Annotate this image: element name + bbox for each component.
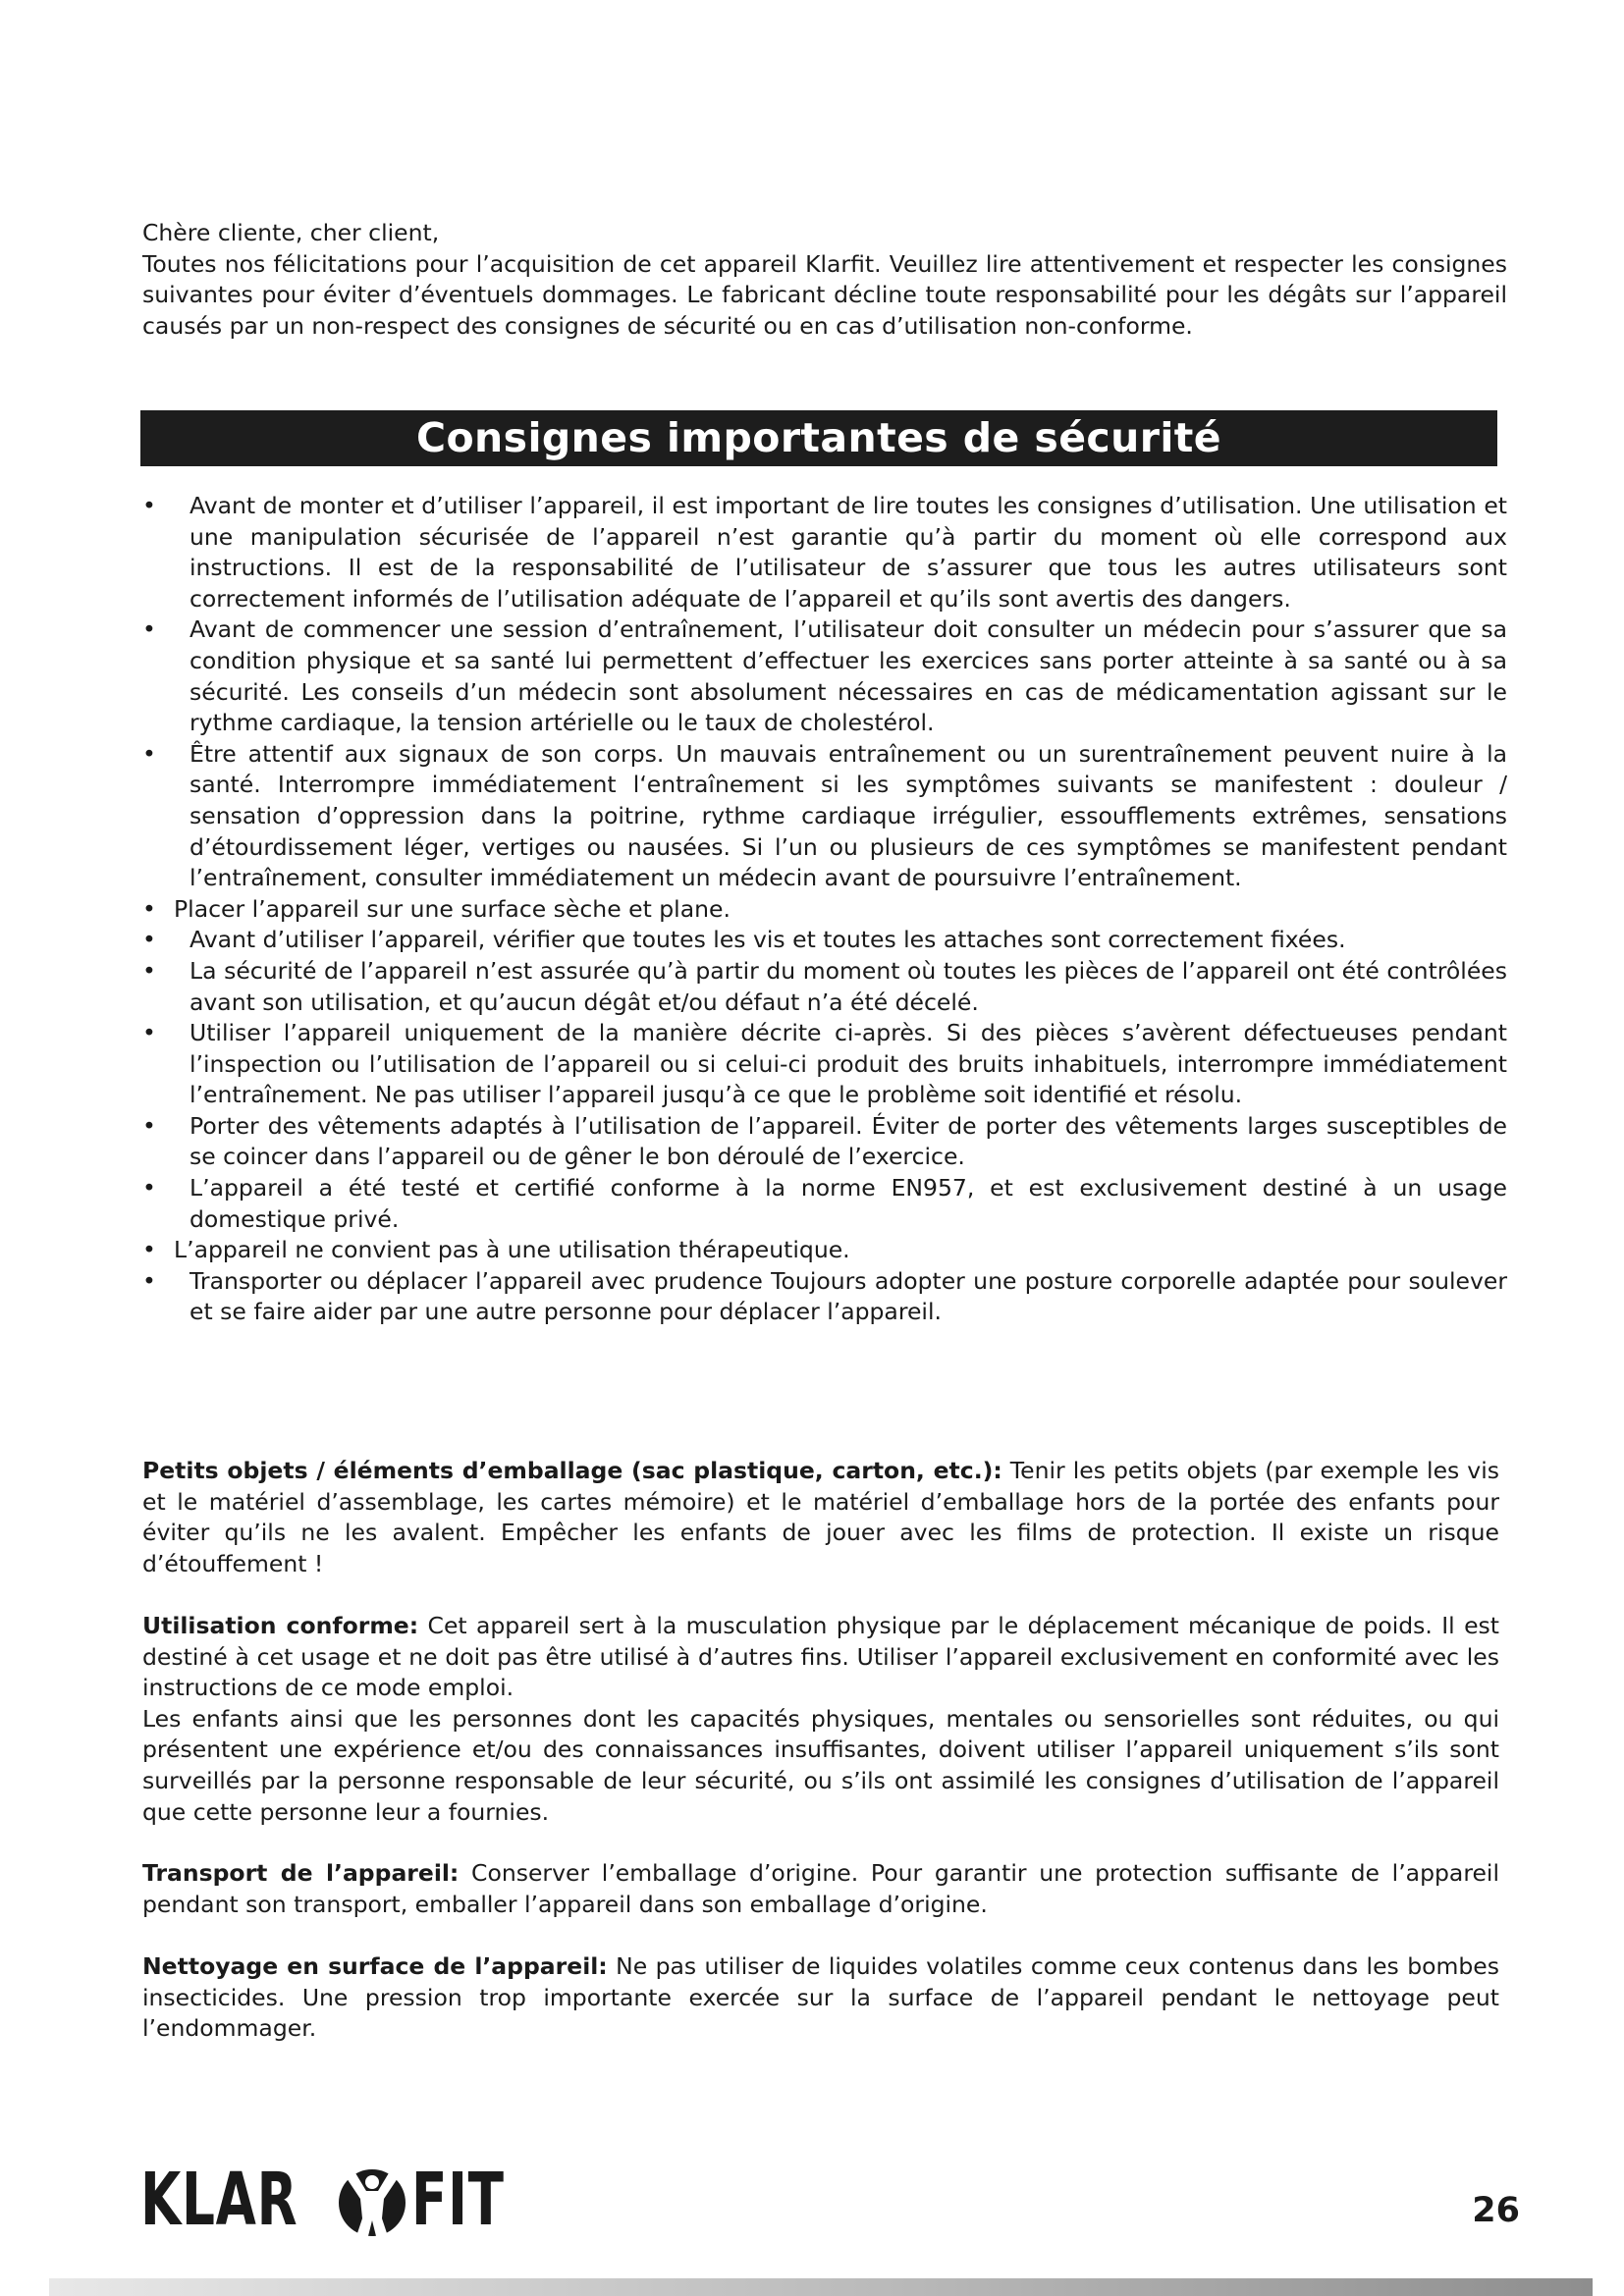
banner-title: Consignes importantes de sécurité [416,414,1221,461]
section-heading: Petits objets / éléments d’emballage (sac plastique, carton, etc.): [142,1457,1002,1484]
footer-bar [49,2278,1593,2296]
section-heading: Nettoyage en surface de l’appareil: [142,1952,608,1980]
intro [142,218,1507,342]
list-item: • L’appareil a été testé et certifié conforme à la norme EN957, et est exclusivement destiné à un usage domestique privé. [142,1173,1507,1235]
logo-text-left: KLAR [140,2158,298,2242]
athlete-in-circle-icon [335,2162,409,2240]
safety-rules-list [142,491,1507,1328]
section-text: Cet appareil sert à la musculation physique par le déplacement mécanique de poids. Il est destiné à cet usage et ne doit pas être utilisé à d’autres fins. Utiliser l’appareil exclusivement en conformité avec les instructions de ce mode emploi. [142,1612,1499,1702]
list-item: • Placer l’appareil sur une surface sèche et plane. [142,894,1507,926]
section-heading: Transport de l’appareil: [142,1859,460,1887]
page-number: 26 [1472,2191,1520,2230]
section-intended-use [142,1611,1499,1828]
logo-text-right: FIT [411,2158,505,2242]
list-item: • Transporter ou déplacer l’appareil avec prudence Toujours adopter une posture corporelle adaptée pour soulever et se faire aider par une autre personne pour déplacer l’appareil. [142,1266,1507,1328]
section-text: Conserver l’emballage d’origine. Pour garantir une protection suffisante de l’appareil pendant son transport, emballer l’appareil dans son emballage d’origine. [142,1859,1499,1918]
section-transport [142,1858,1499,1920]
section-text-2: Les enfants ainsi que les personnes dont les capacités physiques, mentales ou sensorielles sont réduites, ou qui présentent une expérience et/ou des connaissances insuffisantes, doivent utiliser l’appareil uniquement s’ils sont surveillés par la personne responsable de leur sécurité, ou s’ils ont assimilé les consignes d’utilisation de l’appareil que cette personne leur a fournies. [142,1704,1499,1826]
list-item: • L’appareil ne convient pas à une utilisation thérapeutique. [142,1235,1507,1266]
list-item: • Avant d’utiliser l’appareil, vérifier que toutes les vis et toutes les attaches sont correctement fixées. [142,925,1507,956]
section-text: Ne pas utiliser de liquides volatiles comme ceux contenus dans les bombes insecticides. Une pression trop importante exercée sur la surface de l’appareil pendant le nettoyage peut l’endommager. [142,1952,1499,2043]
greeting: Chère cliente, cher client, [142,219,440,246]
section-small-objects [142,1456,1499,1579]
section-heading: Utilisation conforme: [142,1612,419,1639]
list-item: • Avant de monter et d’utiliser l’appareil, il est important de lire toutes les consignes d’utilisation. Une utilisation et une manipulation sécurisée de l’appareil n’est garantie qu’à partir du moment où elle correspond aux instructions. Il est de la responsabilité de l’utilisateur de s’assurer que tous les autres utilisateurs sont correctement informés de l’utilisation adéquate de l’appareil et qu’ils sont avertis des dangers. [142,491,1507,614]
section-banner [140,410,1497,466]
list-item: • Utiliser l’appareil uniquement de la manière décrite ci-après. Si des pièces s’avèrent défectueuses pendant l’inspection ou l’utilisation de l’appareil ou si celui-ci produit des bruits inhabituels, interrompre immédiatement l’entraînement. Ne pas utiliser l’appareil jusqu’à ce que le problème soit identifié et résolu. [142,1018,1507,1111]
list-item: • La sécurité de l’appareil n’est assurée qu’à partir du moment où toutes les pièces de l’appareil ont été contrôlées avant son utilisation, et qu’aucun dégât et/ou défaut n’a été décelé. [142,956,1507,1018]
list-item: • Être attentif aux signaux de son corps. Un mauvais entraînement ou un surentraînement peuvent nuire à la santé. Interrompre immédiatement l‘entraînement si les symptômes suivants se manifestent : douleur / sensation d’oppression dans la poitrine, rythme cardiaque irrégulier, essoufflements extrêmes, sensations d’étourdissement léger, vertiges ou nausées. Si l’un ou plusieurs de ces symptômes se manifestent pendant l’entraînement, consulter immédiatement un médecin avant de poursuivre l’entraînement. [142,739,1507,894]
section-text: Tenir les petits objets (par exemple les vis et le matériel d’assemblage, les cartes mémoire) et le matériel d’emballage hors de la portée des enfants pour éviter qu’ils ne les avalent. Empêcher les enfants de jouer avec les films de protection. Il existe un risque d’étouffement ! [142,1457,1499,1577]
section-cleaning [142,1951,1499,2045]
intro-text: Toutes nos félicitations pour l’acquisition de cet appareil Klarfit. Veuillez lire attentivement et respecter les consignes suivantes pour éviter d’éventuels dommages. Le fabricant décline toute responsabilité pour les dégâts sur l’appareil causés par un non-respect des consignes de sécurité ou en cas d’utilisation non-conforme. [142,249,1507,340]
list-item: • Avant de commencer une session d’entraînement, l’utilisateur doit consulter un médecin pour s’assurer que sa condition physique et sa santé lui permettent d’effectuer les exercices sans porter atteinte à sa santé ou à sa sécurité. Les conseils d’un médecin sont absolument nécessaires en cas de médicamentation agissant sur le rythme cardiaque, la tension artérielle ou le taux de cholestérol. [142,614,1507,738]
brand-logo [140,2156,533,2244]
list-item: • Porter des vêtements adaptés à l’utilisation de l’appareil. Éviter de porter des vêtements larges susceptibles de se coincer dans l’appareil ou de gêner le bon déroulé de l’exercice. [142,1111,1507,1173]
